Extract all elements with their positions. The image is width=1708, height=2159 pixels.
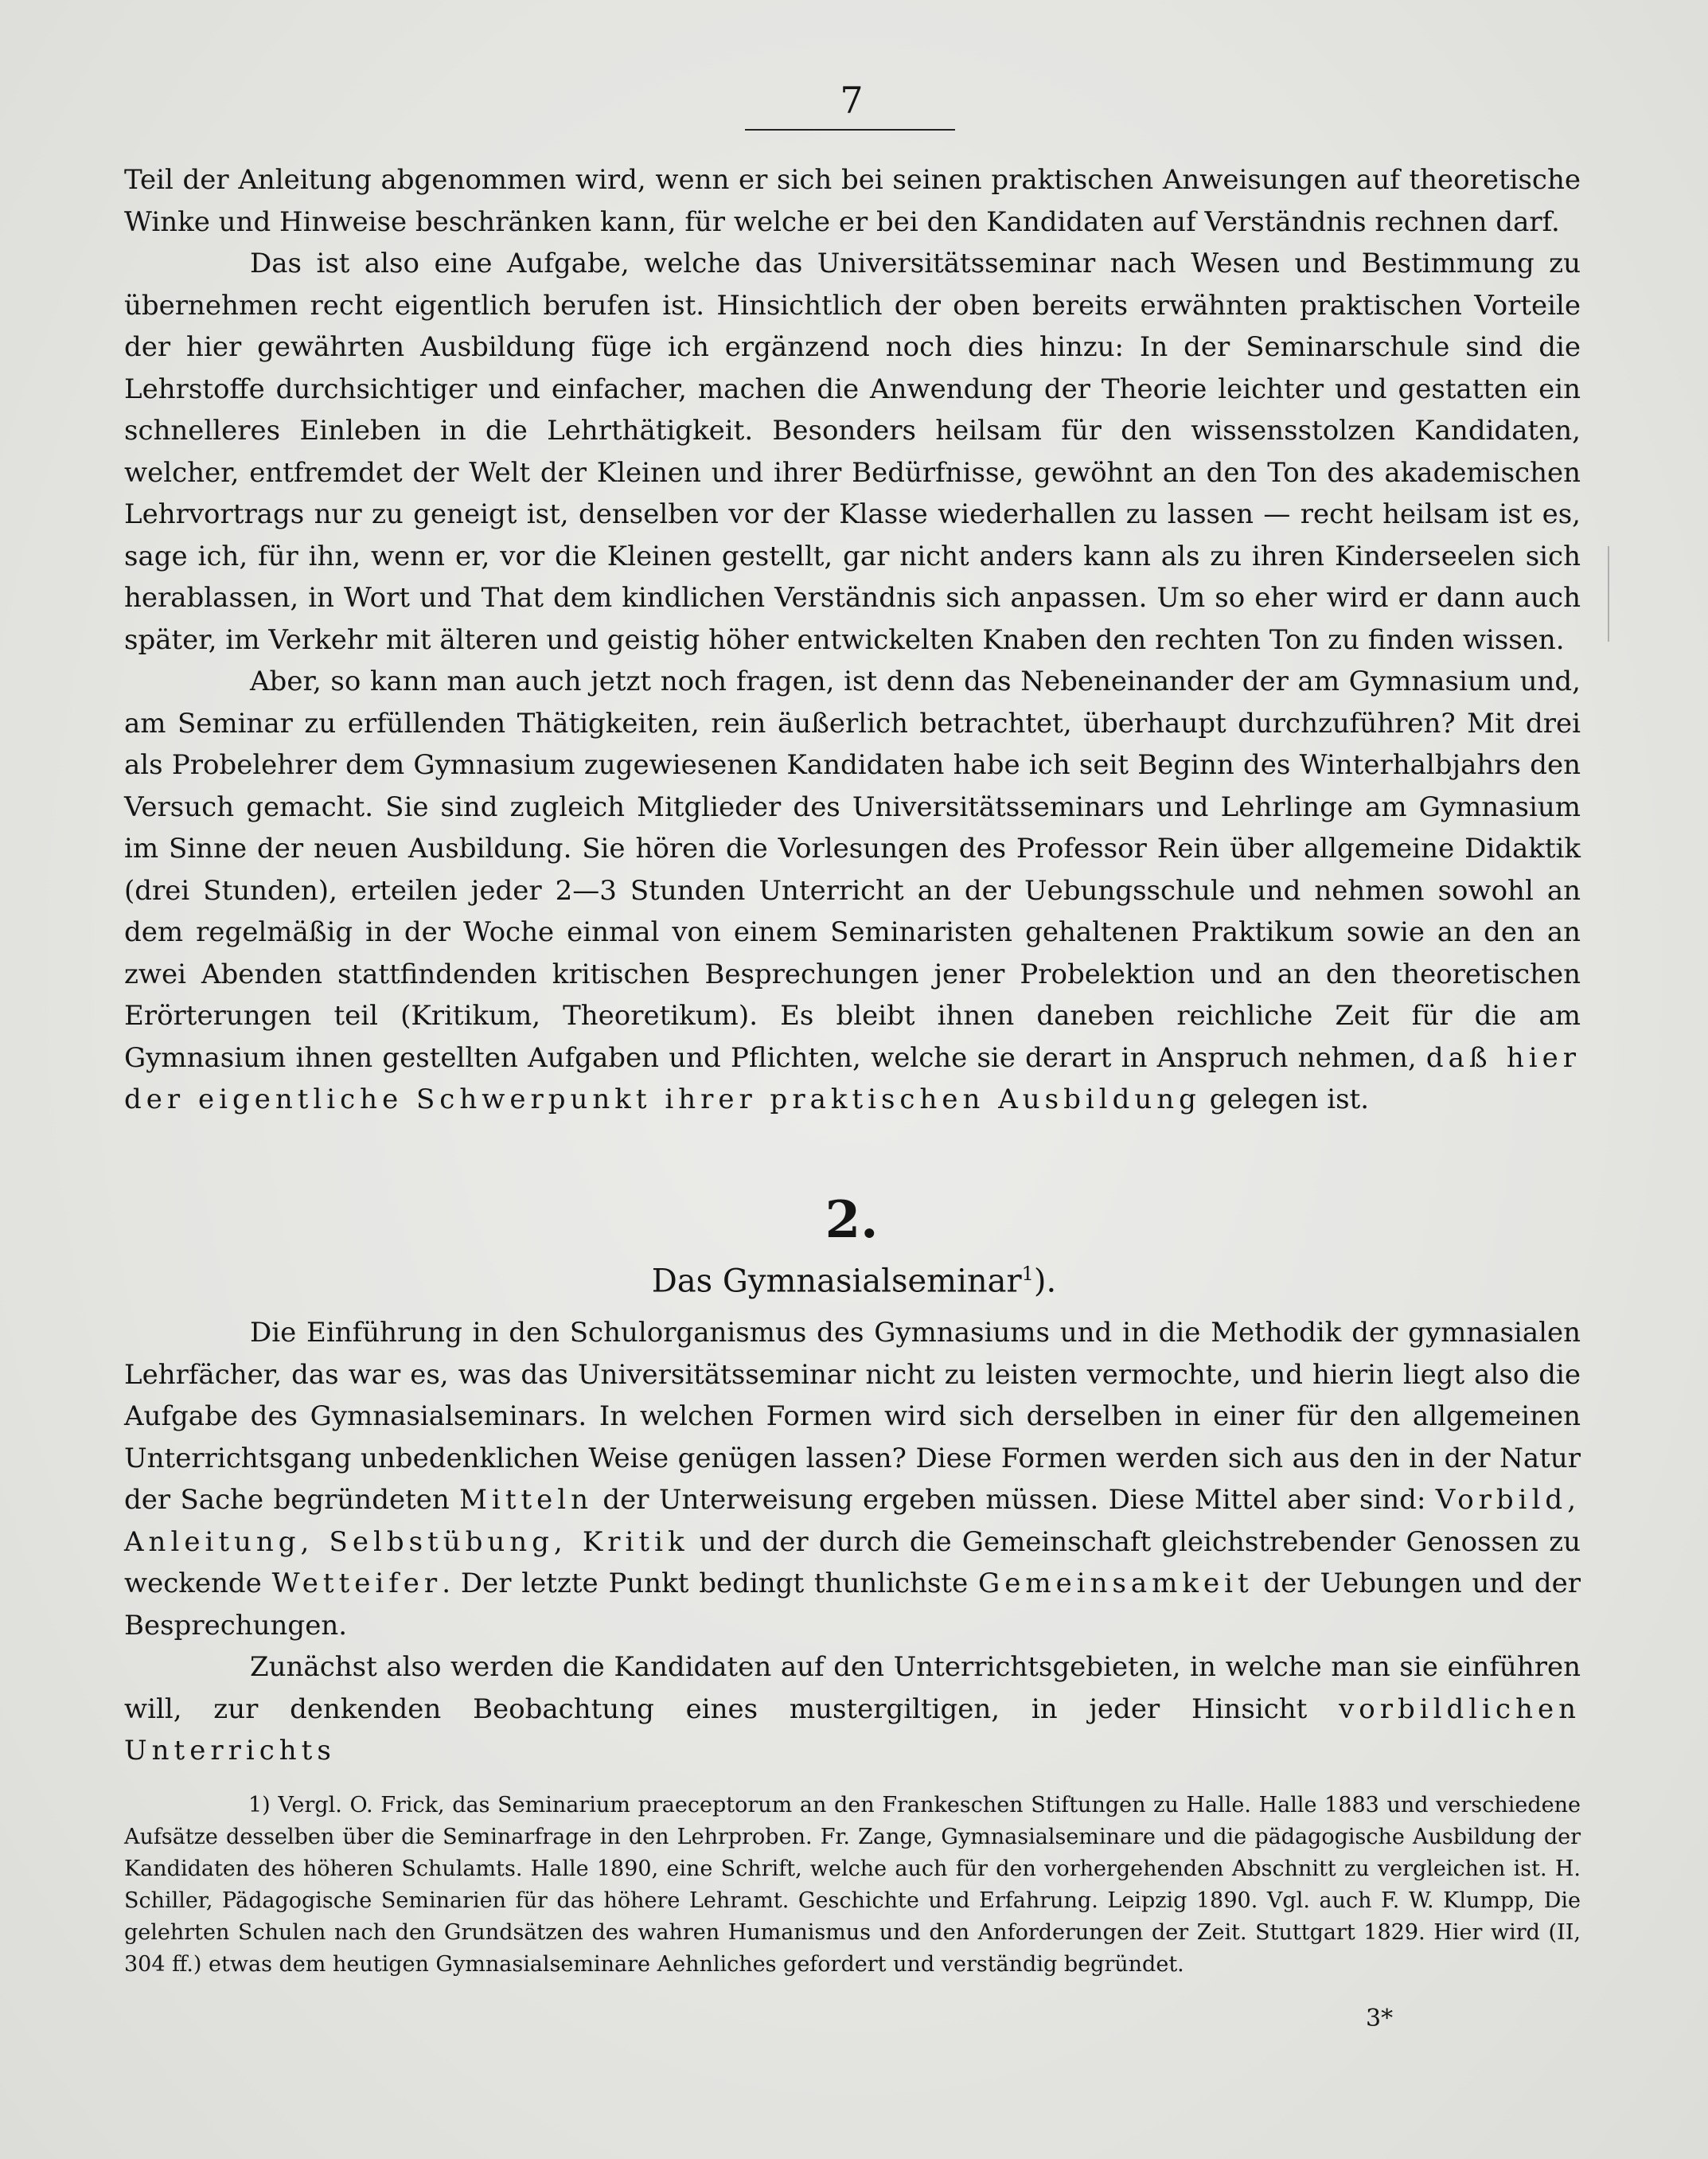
footnote-ref: 1 xyxy=(1021,1263,1034,1285)
paragraph xyxy=(124,661,1581,1121)
page-number: 7 xyxy=(840,79,864,122)
paragraph-text: gelegen ist. xyxy=(1200,1083,1370,1115)
paragraph-text: der Unterweisung ergeben müssen. Diese Mittel aber sind: xyxy=(593,1484,1436,1516)
body-text-upper xyxy=(124,159,1581,1121)
paragraph: Das ist also eine Aufgabe, welche das Universitätsseminar nach Wesen und Bestimmung zu übernehmen recht eigentlich berufen ist. Hinsichtlich der oben bereits erwähnten praktischen Vorteile der hier gewährten Ausbildung füge ich ergänzend noch dies hinzu: In der Seminarschule sind die Lehrstoffe durchsichtiger und einfacher, machen die Anwendung der Theorie leichter und gestatten ein schnelleres Einleben in die Lehrthätigkeit. Besonders heilsam für den wissensstolzen Kandidaten, welcher, entfremdet der Welt der Kleinen und ihrer Bedürfnisse, gewöhnt an den Ton des akademischen Lehrvortrags nur zu geneigt ist, denselben vor der Klasse wiederhallen zu lassen — recht heilsam ist es, sage ich, für ihn, wenn er, vor die Kleinen gestellt, gar nicht anders kann als zu ihren Kinderseelen sich herablassen, in Wort und That dem kindlichen Verständnis sich anpassen. Um so eher wird er dann auch später, im Verkehr mit älteren und geistig höher entwickelten Knaben den rechten Ton zu finden wissen. xyxy=(124,248,1581,656)
header-rule xyxy=(745,129,955,131)
section-title-closing: ). xyxy=(1033,1263,1057,1300)
margin-mark xyxy=(1608,546,1609,642)
paragraph-text: und der durch die Gemeinschaft gleichstrebender Genossen zu weckende xyxy=(124,1525,1581,1599)
paragraph-text: Aber, so kann man auch jetzt noch fragen, ist denn das Nebeneinander der am Gymnasium und, am Seminar zu erfüllenden Thätigkeiten, rein äußerlich betrachtet, überhaupt durchzuführen? Mit drei als Probelehrer dem Gymnasium zugewiesenen Kandidaten habe ich seit Beginn des Winterhalbjahrs den Versuch gemacht. Sie sind zugleich Mitglieder des Universitätsseminars und Lehrlinge am Gymnasium im Sinne der neuen Ausbildung. Sie hören die Vorlesungen des Professor Rein über allgemeine Didaktik (drei Stunden), erteilen jeder 2—3 Stunden Unterricht an der Uebungsschule und nehmen sowohl an dem regelmäßig in der Woche einmal von einem Seminaristen gehaltenen Praktikum sowie an den an zwei Abenden stattfindenden kritischen Besprechungen jener Probelektion und an den theoretischen Erörterungen teil (Kritikum, Theoretikum). Es bleibt ihnen daneben reichliche Zeit für die am Gymnasium ihnen gestellten Aufgaben und Pflichten, welche sie derart in Anspruch nehmen, xyxy=(124,666,1581,1074)
footnote-marker: 1) xyxy=(248,1793,271,1817)
footnote xyxy=(124,1790,1581,1981)
paragraph-text: . Der letzte Punkt bedingt thunlichste xyxy=(442,1568,979,1599)
emphasis-text: vorbildlichen Unterrichts xyxy=(124,1692,1581,1767)
emphasis-text: Vorbild, Anleitung, Selbstübung, Kritik xyxy=(124,1484,1581,1558)
paragraph-text: Zunächst also werden die Kandidaten auf den Unterrichtsgebieten, in welche man sie einführen will, zur denkenden Beobachtung eines mustergiltigen, in jeder Hinsicht xyxy=(124,1651,1581,1725)
footnote-paragraph xyxy=(124,1790,1581,1981)
section-numeral: 2. xyxy=(825,1190,879,1250)
emphasis-text: Mitteln xyxy=(459,1484,594,1516)
signature-mark: 3* xyxy=(1366,2005,1394,2032)
paragraph xyxy=(124,1312,1581,1646)
paragraph-text: Die Einführung in den Schulorganismus des Gymnasiums und in die Methodik der gymnasialen Lehrfächer, das war es, was das Universitätsseminar nicht zu leisten vermochte, und hierin liegt also die Aufgabe des Gymnasialseminars. In welchen Formen wird sich derselben in einer für den allgemeinen Unterrichtsgang unbedenklichen Weise genügen lassen? Diese Formen werden sich aus den in der Natur der Sache begründeten xyxy=(124,1317,1581,1516)
footnote-text: Vergl. O. Frick, das Seminarium praeceptorum an den Frankeschen Stiftungen zu Halle. Halle 1883 und verschiedene Aufsätze desselben über die Seminarfrage in den Lehrproben. Fr. Zange, Gymnasialseminare und die pädagogische Ausbildung der Kandidaten des höheren Schulamts. Halle 1890, eine Schrift, welche auch für den vorhergehenden Abschnitt zu vergleichen ist. H. Schiller, Pädagogische Seminarien für das höhere Lehramt. Geschichte und Erfahrung. Leipzig 1890. Vgl. auch F. W. Klumpp, Die gelehrten Schulen nach den Grundsätzen des wahren Humanismus und den Anforderungen der Zeit. Stuttgart 1829. Hier wird (II, 304 ff.) etwas dem heutigen Gymnasialseminare Aehnliches gefordert und verständig begründet. xyxy=(124,1793,1581,1977)
emphasis-text: daß hier der eigentliche Schwerpunkt ihrer praktischen Ausbildung xyxy=(124,1041,1581,1115)
paragraph xyxy=(124,1646,1581,1772)
section-title-text: Das Gymnasialseminar xyxy=(651,1263,1022,1300)
paragraph-continuation: Teil der Anleitung abgenommen wird, wenn er sich bei seinen praktischen Anweisungen auf theoretische Winke und Hinweise beschränken kann, für welche er bei den Kandidaten auf Verständnis rechnen darf. xyxy=(124,164,1581,238)
paragraph-text: der Uebungen und der Besprechungen. xyxy=(124,1568,1581,1642)
emphasis-text: Gemeinsamkeit xyxy=(978,1568,1254,1599)
section-title xyxy=(557,1251,1151,1303)
body-text-lower xyxy=(124,1312,1581,1772)
emphasis-text: Wetteifer xyxy=(271,1568,443,1599)
